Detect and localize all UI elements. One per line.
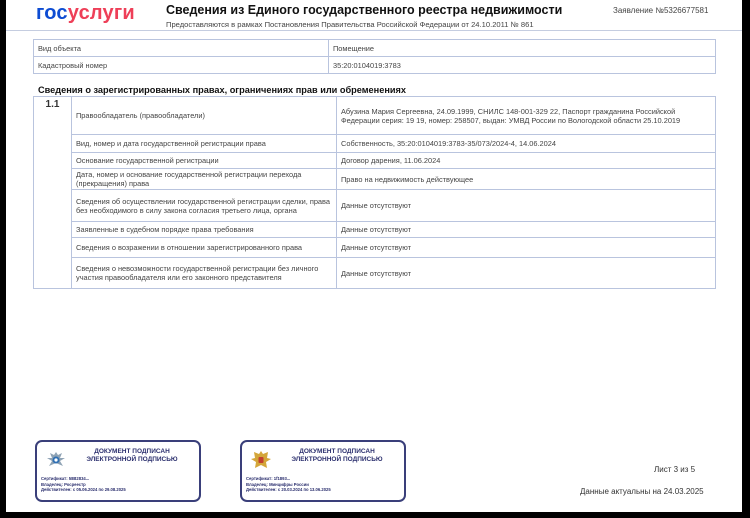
row-label: Сведения об осуществлении государственной регистрации сделки, права без необходимого в силу закона согласия третьего лица, органа [72,190,337,222]
object-table [33,39,716,74]
row-value: Данные отсутствуют [337,190,716,222]
table-row [34,57,716,74]
table-row [34,135,716,153]
table-row [34,169,716,190]
rights-table [33,96,716,289]
table-row [34,153,716,169]
logo-part-uslugi: услуги [67,2,135,24]
stamp-heading: ДОКУМЕНТ ПОДПИСАН ЭЛЕКТРОННОЙ ПОДПИСЬЮ [86,448,178,463]
signature-stamp-rosreestr [35,440,201,502]
document-title: Сведения из Единого государственного реестра недвижимости [166,3,563,17]
application-number: Заявление №5326677581 [613,6,709,15]
document-page [6,0,742,512]
row-value: Абузина Мария Сергеевна, 24.09.1999, СНИЛС 148-001-329 22, Паспорт гражданина Российской Федерации серия: 19 19, номер: 258507, выдан: УМВД России по Вологодской области 25.10.2019 [337,97,716,135]
stamp-valid: Действителен: с 05.06.2024 по 29.08.2025 [41,487,126,492]
stamp-certificate: Сертификат: 58B2834... [41,476,90,481]
object-type-value: Помещение [329,40,716,57]
stamp-heading: ДОКУМЕНТ ПОДПИСАН ЭЛЕКТРОННОЙ ПОДПИСЬЮ [291,448,383,463]
document-subtitle: Предоставляются в рамках Постановления Правительства Российской Федерации от 24.10.2011 № 861 [166,20,534,29]
russia-coat-of-arms-icon [250,449,272,471]
table-row [34,258,716,289]
gosuslugi-logo [36,2,135,25]
entry-number: 1.1 [34,97,72,289]
row-value: Данные отсутствуют [337,258,716,289]
stamp-info [41,476,126,493]
table-row [34,97,716,135]
cadastral-number-label: Кадастровый номер [34,57,329,74]
row-value: Данные отсутствуют [337,222,716,238]
table-row [34,222,716,238]
row-value: Право на недвижимость действующее [337,169,716,190]
rosreestr-emblem-icon [45,449,67,471]
signature-stamp-mincifry [240,440,406,502]
sheet-number: Лист 3 из 5 [654,465,696,474]
table-row [34,190,716,222]
row-value: Данные отсутствуют [337,238,716,258]
stamp-certificate: Сертификат: 1f1893... [246,476,291,481]
cadastral-number-value: 35:20:0104019:3783 [329,57,716,74]
stamp-owner: Владелец: Росреестр [41,481,86,487]
row-label: Дата, номер и основание государственной регистрации перехода (прекращения) права [72,169,337,190]
row-value: Договор дарения, 11.06.2024 [337,153,716,169]
header-divider [6,30,742,31]
table-row [34,40,716,57]
stamp-owner: Владелец: Минцифры России [246,481,309,487]
logo-part-gos: гос [36,2,68,24]
stamp-info [246,476,331,493]
row-label: Правообладатель (правообладатели) [72,97,337,135]
row-label: Сведения о возражении в отношении зарегистрированного права [72,238,337,258]
rights-section-title: Сведения о зарегистрированных правах, ограничениях прав или обременениях [38,85,406,95]
data-actual-date: Данные актуальны на 24.03.2025 [580,487,704,496]
row-value: Собственность, 35:20:0104019:3783-35/073/2024-4, 14.06.2024 [337,135,716,153]
row-label: Сведения о невозможности государственной регистрации без личного участия правообладателя или его законного представителя [72,258,337,289]
row-label: Заявленные в судебном порядке права требования [72,222,337,238]
table-row [34,238,716,258]
row-label: Основание государственной регистрации [72,153,337,169]
stamp-valid: Действителен: с 20.03.2024 по 13.06.2025 [246,487,331,492]
row-label: Вид, номер и дата государственной регистрации права [72,135,337,153]
object-type-label: Вид объекта [34,40,329,57]
